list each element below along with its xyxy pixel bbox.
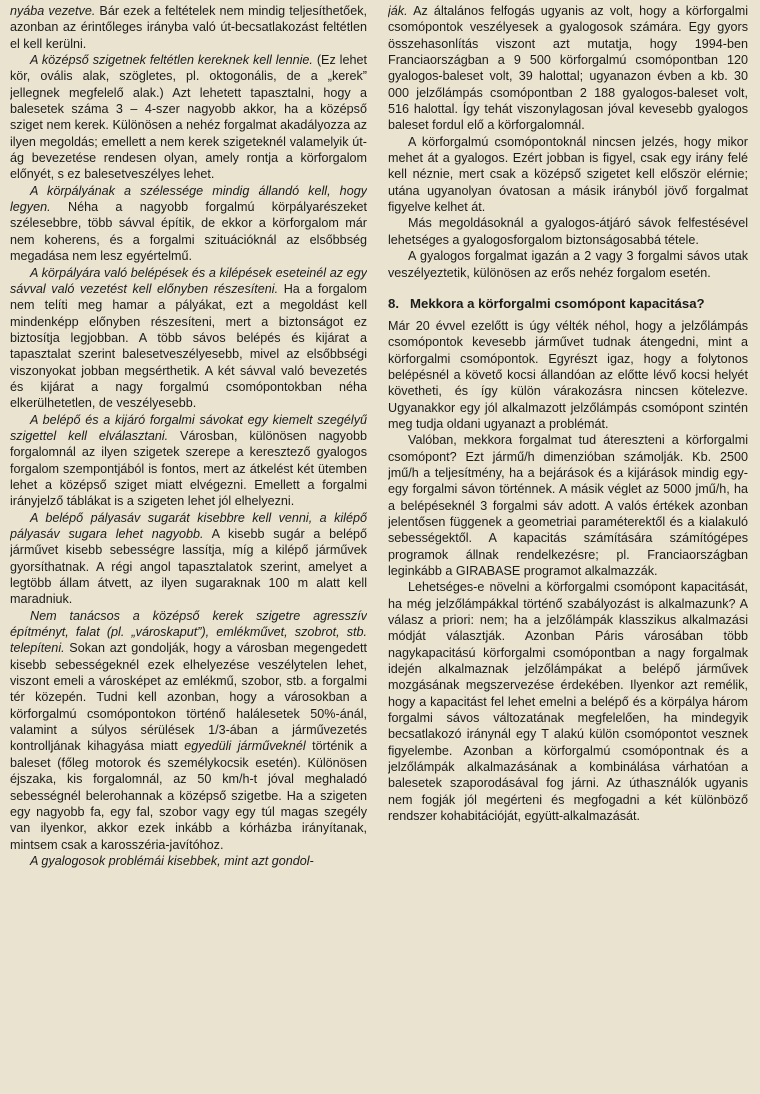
paragraph-lead: A középső szigetnek feltétlen kereknek kell lennie. bbox=[30, 53, 313, 68]
section-title: Mekkora a körforgalmi csomópont kapacitása? bbox=[410, 295, 705, 311]
paragraph-text: Az általános felfogás ugyanis az volt, hogy a körforgalmi csomópontok veszélyesek a gyalogosok számára. Egy gyors összehasonlítás viszont azt mutatja, hogy 1994-ben Franciaországban a 9 500 körforgalmú csomópontban 120 gyalogos-baleset volt, 39 halottal; ugyanazon évben a kb. 30 000 jelzőlámpás csomópontban 2 188 gyalogos-baleset volt, 516 halottal. Így tehát viszonylagosan jóval kevesebb gyalogos baleset fordul elő a körforgalomnál. bbox=[388, 4, 748, 133]
paragraph-lead: Nem tanácsos a középső kerek szigetre agresszív építményt, falat (pl. „városkaput”), emlékművet, szobrot, stb. telepíteni. bbox=[10, 608, 367, 656]
paragraph-single-lane bbox=[10, 265, 367, 412]
paragraph-text: Néha a nagyobb forgalmú körpályarészeket szélesebbre, több sávval építik, de ekkor a körforgalom már nem koherens, és a forgalmi szituációknál az elsőbbség megadása nem lesz egyértelmű. bbox=[10, 200, 367, 264]
paragraph-entry-radius bbox=[10, 510, 367, 608]
paragraph-multilane-danger: A gyalogos forgalmat igazán a 2 vagy 3 forgalmi sávos utak veszélyeztetik, különösen az erős nehéz forgalom esetén. bbox=[388, 249, 748, 280]
paragraph-splitter-island bbox=[10, 412, 367, 510]
paragraph-pedestrians-start bbox=[10, 853, 367, 869]
paragraph-text: Városban, különösen nagyobb forgalomnál az ilyen szigetek szerepe a keresztező gyalogos forgalom szempontjából is fontos, mert az átkelést két ütemben lehet a középső sziget miatt elvégezni. Emellett a forgalmi irányjelző táblákat is a szigeten lehet jól elhelyezni. bbox=[10, 428, 367, 509]
paragraph-text: Bár ezek a feltételek nem mindig teljesíthetőek, azonban az érintőleges irányba való út-becsatlakozást feltétlen el kell kerülni. bbox=[10, 4, 367, 51]
paragraph-text: (Ez lehet kör, ovális alak, szögletes, pl. oktogonális, de a „kerek” jellegnek megfelelő alak.) Azt lehetett tapasztalni, hogy a balesetek száma 3 – 4-szer nagyobb akkor, ha a középső sziget nem kerek. Különösen a nehéz forgalmat akadályozza az ilyen megoldás; emellett a nem kerek szigeteknél valamelyik út-ág bevezetése rendesen olyan, amely rontja a körforgalom előnyét, s ez balesetveszélyes lehet. bbox=[10, 53, 367, 182]
paragraph-text: történik a baleset (főleg motorok és személykocsik esetén). Különösen éjszaka, kis forgalomnál, az 50 km/h-t jóval meghaladó sebességnél belerohannak a középső szigetbe. Ha a szigeten egy nagyobb fa, egy fal, szobor vagy egy túl magas szegély van ilyenkor, akkor ezek inkább a kórházba irányítanak, mintsem csak a karosszéria-javítóhoz. bbox=[10, 739, 367, 852]
section-heading bbox=[388, 295, 748, 312]
paragraph-no-signal: A körforgalmú csomópontoknál nincsen jelzés, hogy mikor mehet át a gyalogos. Ezért jobban is figyel, csak egy irány felé kell néznie, mert csak a középső szigetet kell először elérnie; utána ugyanolyan óvatosan a másik irányból jövő forgalmat figyelve kelhet át. bbox=[388, 134, 748, 215]
paragraph-lead: A körpályára való belépések és a kilépések eseteinél az egy sávval való vezetést kell előnyben részesíteni. bbox=[10, 265, 367, 296]
paragraph-intersection-entry bbox=[10, 3, 367, 52]
paragraph-lead: A belépő pályasáv sugarát kisebbre kell venni, a kilépő pályasáv sugara lehet nagyobb. bbox=[10, 510, 367, 541]
paragraph-lead: A belépő és a kijáró forgalmi sávokat egy kiemelt szegélyű szigettel kell elválasztani. bbox=[10, 412, 367, 443]
paragraph-island-structures bbox=[10, 608, 367, 853]
paragraph-lead: nyába vezetve. bbox=[10, 4, 96, 18]
paragraph-central-island bbox=[10, 52, 367, 183]
paragraph-italic-phrase: egyedüli járműveknél bbox=[184, 739, 306, 754]
paragraph-text: Sokan azt gondolják, hogy a városban megengedett kisebb sebességeknél ezek elhelyezése veszélytelen lehet, viszont emeli a városképet az emlékmű, szobor, stb. a forgalmi tér közepén. Tudni kell azonban, hogy a városokban a körforgalmú csomópontokon történő halálesetek 50%-ánál, valamint a súlyos sérülések 1/3-ában a járművezetés kontrolljának kihagyása miatt bbox=[10, 641, 367, 754]
paragraph-lead: A körpályának a szélessége mindig állandó kell, hogy legyen. bbox=[10, 183, 367, 215]
paragraph-capacity-signals: Lehetséges-e növelni a körforgalmi csomópont kapacitását, ha még jelzőlámpákkal történő szabályozást is alkalmazunk? A válasz a priori: nem; ha a jelzőlámpák klasszikus alkalmazási módját választják. Azonban Páris városában több nagykapacitású körforgalmi csomópontban a nagy forgalmak idején alkalmaznak jelzőlámpákat a belépő járművek mozgásának megszervezése érdekében. Ilyenkor azt remélik, hogy a kapacitást fel lehet emelni a belépő és a körpálya három forgalmi sávos változatának megfelelően, ha mindegyik becsatlakozó iránynál egy T alakú külön csomópontot vesznek figyelembe. Azonban a körforgalmú csomópontnak és a jelzőlámpák alkalmazásának a kombinálása várhatóan a balesetek szaporodásával fog járni. Az úthasználók ugyanis nem fogják jól megérteni és megfogadni a két különböző rendszer kohabitációját, együtt-alkalmazását. bbox=[388, 580, 748, 824]
paragraph-lead: A gyalogosok problémái kisebbek, mint azt gondol- bbox=[30, 853, 314, 868]
paragraph-text: Ha a forgalom nem telíti meg hamar a pályákat, ezt a megoldást kell mindenképp előnyben részesíteni, mert a biztonságot ez biztosítja legjobban. A több sávos belépés és kijárat a tapasztalat szerint balesetveszélyesebb, mivel az elsőbbségi viszonyokat jobban megsérthetik. A két sávval való bevezetés és kijárat a nagy forgalmú csomópontokban néha elkerülhetetlen, de veszélyesebb. bbox=[10, 281, 367, 411]
paragraph-capacity-values: Valóban, mekkora forgalmat tud átereszteni a körforgalmi csomópont? Ezt jármű/h dimenzióban számolják. Kb. 2500 jmű/h a teljesítmény, ha a bejárások és a kijárások mindig egy-egy forgalmi sávon történnek. A másik véglet az 5000 jmű/h, ha a belépéseknél 3 forgalmi sáv adott. A valós értékek azonban jelentősen függenek a geometriai paraméterektől és a kialakuló sebességektől. A kapacitás számítására számítógépes programok állnak rendelkezésre; pl. Franciaországban leginkább a GIRABASE programot alkalmazzák. bbox=[388, 433, 748, 578]
paragraph-lead: ják. bbox=[388, 4, 408, 18]
paragraph-capacity-history: Már 20 évvel ezelőtt is úgy vélték néhol, hogy a jelzőlámpás csomópontok kevesebb járművet tudnak átengedni, mint a körforgalmi csomópontok. Egyrészt igaz, hogy a folytonos belépésnél a követő kocsi állandóan az előtte lévő kocsi helyét követheti, és így külön várakozásra nincsen kötelezve. Ugyanakkor egy jól alkalmazott jelzőlámpás csomópont szintén meg tudja oldani ugyanazt a problémát. bbox=[388, 318, 748, 431]
section-number: 8. bbox=[388, 295, 399, 311]
left-column bbox=[10, 3, 367, 1094]
right-column bbox=[388, 3, 748, 1094]
paragraph-pedestrians-continued bbox=[388, 3, 748, 134]
paragraph-text: A kisebb sugár a belépő járművet kisebb sebességre lassítja, míg a kilépő járművek gyorsíthatnak. A régi angol tapasztalatok szerint, amelyet a legtöbb állam átvett, az ilyen sugaraknak 100 m alatt kell maradniuk. bbox=[10, 527, 367, 607]
paragraph-crosswalk: Más megoldásoknál a gyalogos-átjáró sávok felfestésével lehetséges a gyalogosforgalom biztonságosabbá tétele. bbox=[388, 216, 748, 247]
paragraph-lane-width bbox=[10, 183, 367, 265]
